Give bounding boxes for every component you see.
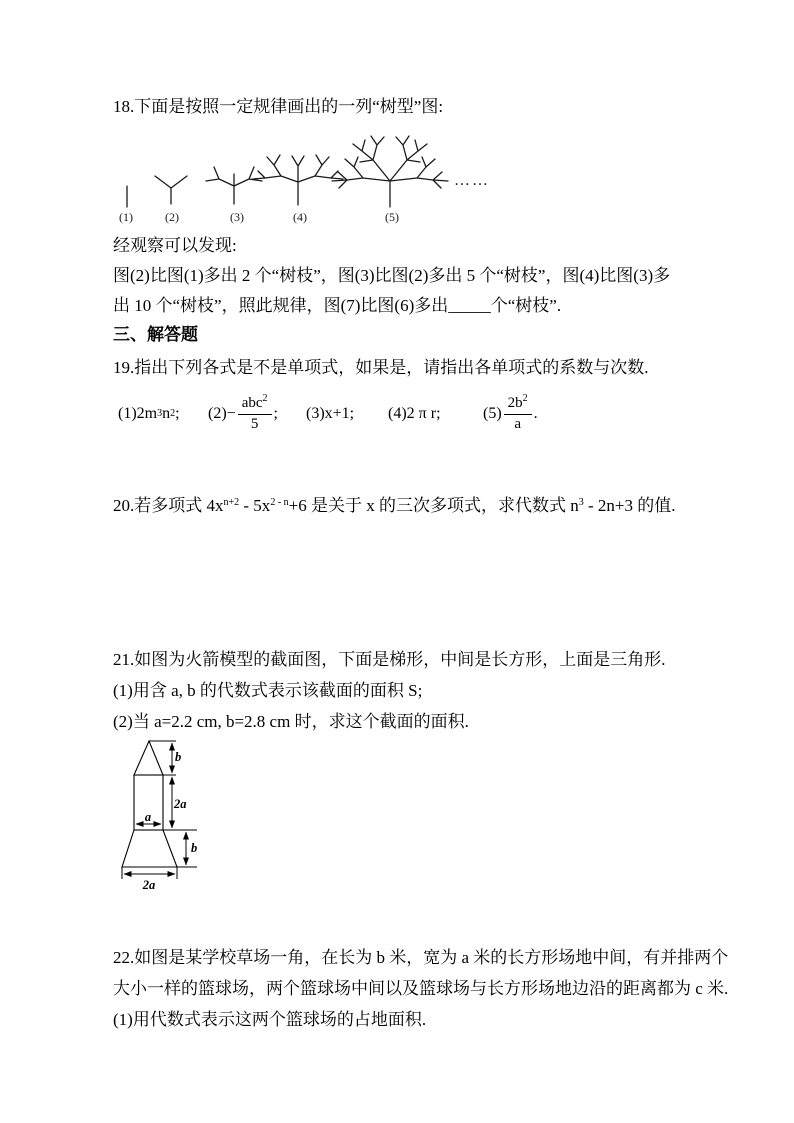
q18-title: 18.下面是按照一定规律画出的一列“树型”图:: [113, 97, 444, 116]
q19-item-1: (1)2m 3 n 2 ;: [118, 405, 180, 422]
q20-exponent3: 3: [578, 497, 584, 508]
q19-item-3-text: (3)x+1;: [306, 405, 355, 422]
rocket-label-trapezoid-height: b: [191, 841, 198, 855]
q19-item-2: [208, 391, 278, 437]
q22-line1: 22.如图是某学校草场一角，在长为 b 米，宽为 a 米的长方形场地中间，有并排两个: [113, 948, 729, 967]
q19-item-1-mid: n: [162, 405, 171, 422]
tree-label-5: (5): [385, 210, 399, 224]
q20-exponent2: 2 - n: [270, 497, 289, 508]
tree-figure-3: [206, 167, 262, 204]
q19-stem: 19.指出下列各式是不是单项式，如果是，请指出各单项式的系数与次数.: [113, 358, 649, 377]
q21-part1: (1)用含 a, b 的代数式表示该截面的面积 S;: [113, 681, 423, 700]
q19-item-5-punct: .: [533, 405, 538, 422]
q19-item-4-text: (4)2 π r;: [388, 405, 441, 422]
tree-label-3: (3): [230, 210, 244, 224]
q19-item-1-punct: ;: [175, 405, 180, 422]
rocket-label-rect-width: a: [144, 810, 152, 824]
tree-figure-4: [253, 155, 343, 205]
rocket-outline: [122, 741, 177, 867]
rocket-label-trapezoid-base: 2a: [142, 878, 156, 892]
q22-line3: (1)用代数式表示这两个篮球场的占地面积.: [113, 1010, 427, 1029]
tree-figure-5: [332, 136, 448, 207]
rocket-cross-section-figure: [113, 733, 228, 895]
tree-label-4: (4): [293, 210, 307, 224]
tree-figure-2: [155, 176, 187, 204]
tree-label-2: (2): [165, 210, 179, 224]
q19-item-5-prefix: (5): [483, 405, 502, 422]
q19-item-5-denominator: a: [514, 415, 521, 432]
q20-exponent1: n+2: [223, 497, 240, 508]
q19-item-3: [306, 391, 354, 437]
q21-part2: (2)当 a=2.2 cm, b=2.8 cm 时，求这个截面的面积.: [113, 712, 469, 731]
q19-item-5-numerator: $2b^2$: [504, 395, 532, 414]
tree-label-1: (1): [119, 210, 133, 224]
q19-item-4: [388, 391, 441, 437]
ellipsis-text: ……: [454, 172, 490, 189]
rocket-label-triangle-height: b: [175, 750, 182, 764]
section-title: 三、解答题: [113, 325, 198, 344]
q19-item-2-fraction: [238, 395, 272, 433]
q19-item-5-fraction: [504, 395, 532, 433]
q18-observation-line1: 图(2)比图(1)多出 2 个“树枝”，图(3)比图(2)多出 5 个“树枝”，图(4)比图(3)多: [113, 266, 671, 285]
q20-stem: 20.若多项式 $4x^{n+2} - 5x^{2 - n}+6$ 是关于 x 的三次多项式，求代数式 $n^3 - 2n+3$ 的值.: [113, 496, 676, 515]
tree-pattern-figure: [110, 129, 510, 225]
q21-stem: 21.如图为火箭模型的截面图，下面是梯形，中间是长方形，上面是三角形.: [113, 650, 666, 669]
q19-item-2-denominator: 5: [250, 415, 259, 432]
q18-observation-line2: 出 10 个“树枝”，照此规律，图(7)比图(6)多出_____个“树枝”.: [113, 296, 562, 315]
rocket-label-rect-height: 2a: [174, 797, 187, 811]
q19-item-1-text: (1)2m: [118, 405, 158, 422]
q22-line2: 大小一样的篮球场，两个篮球场中间以及篮球场与长方形场地边沿的距离都为 c 米.: [113, 979, 729, 998]
q19-item-2-numerator: abc$^2$: [238, 395, 272, 414]
q18-observation-intro: 经观察可以发现:: [113, 236, 237, 255]
q19-item-5: [483, 391, 538, 437]
q19-item-2-prefix: (2)−: [208, 405, 236, 422]
q19-item-2-punct: ;: [273, 405, 278, 422]
